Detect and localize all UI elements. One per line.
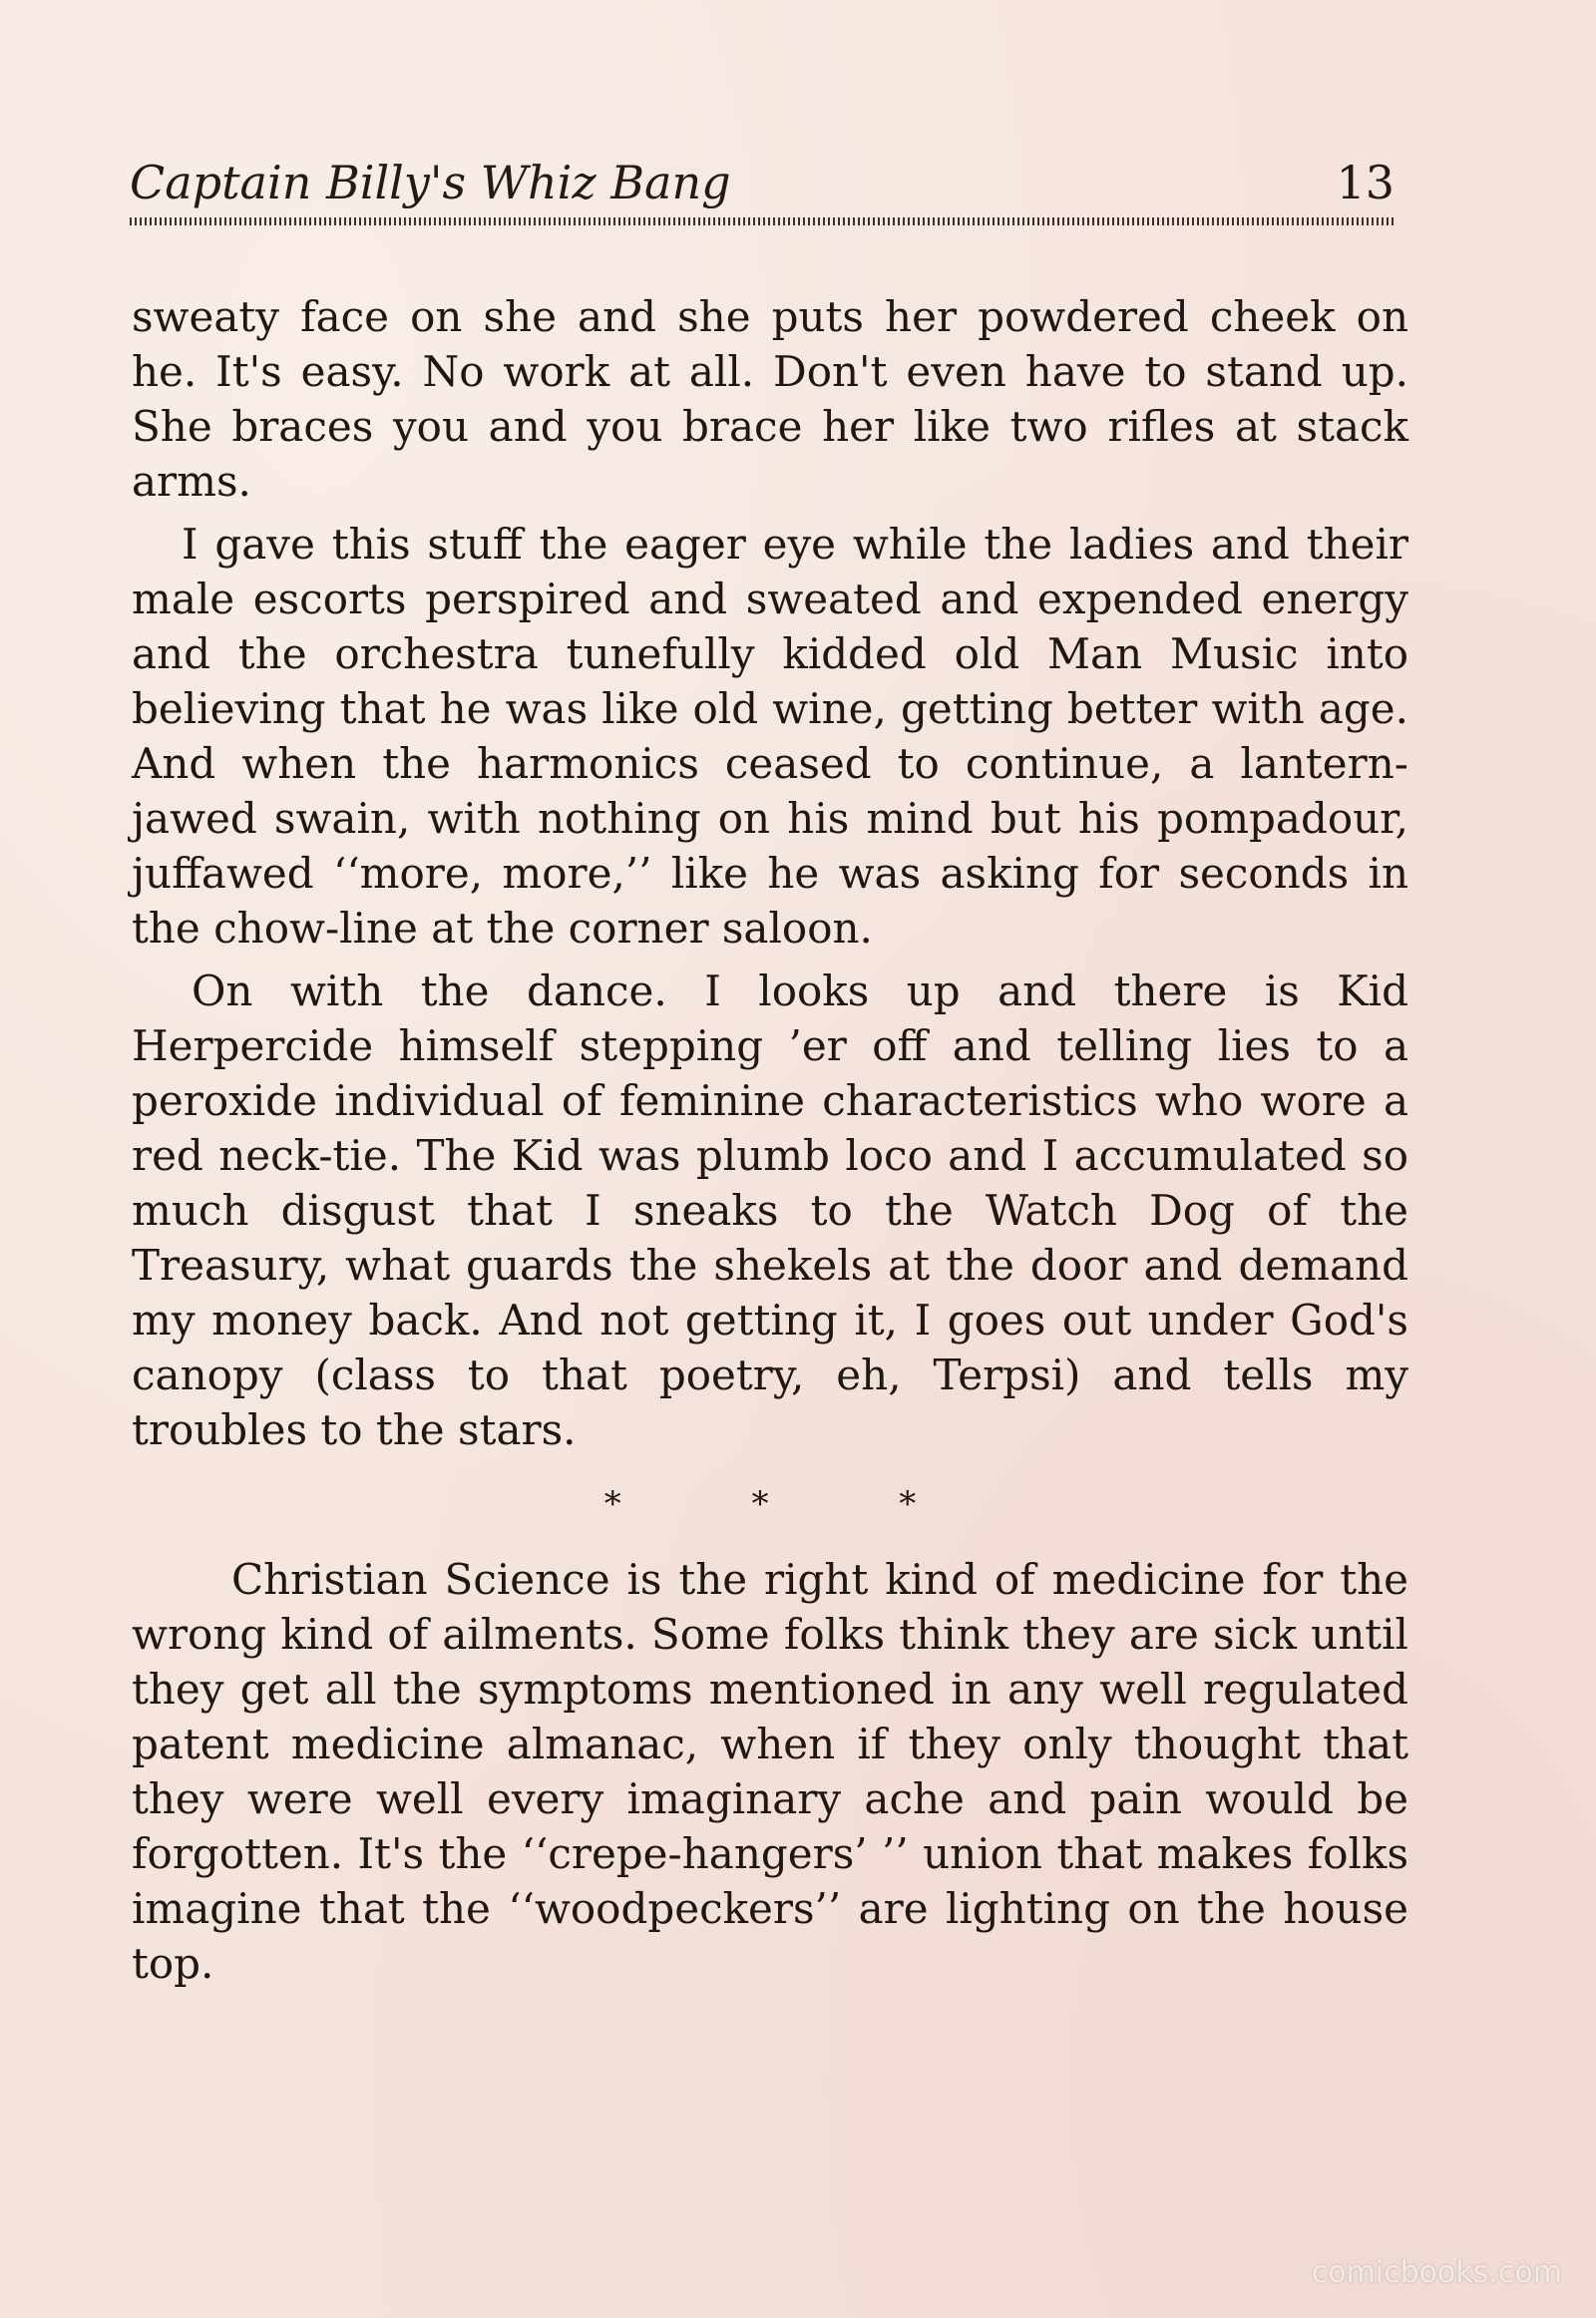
page-number: 13	[1336, 156, 1395, 209]
page-header	[130, 150, 1395, 219]
running-title: Captain Billy's Whiz Bang	[130, 156, 731, 209]
body-text	[132, 289, 1408, 1999]
paragraph-2: I gave this stuff the eager eye while the ladies and their male escorts perspired and sweated and expended energy and the orchestra tunefully kidded old Man Music into believing that he was like old wine, getting better with age. And when the harmonics ceased to continue, a lantern-jawed swain, with nothing on his mind but his pompadour, juffawed ‘‘more, more,’’ like he was asking for seconds in the chow-line at the corner saloon.	[132, 520, 1408, 953]
watermark: comicbooks.com	[1311, 2255, 1562, 2290]
paragraph-1: sweaty face on she and she puts her powdered cheek on he. It's easy. No work at all. Don't even have to stand up. She braces you and you brace her like two rifles at stack arms.	[132, 292, 1408, 506]
header-rule	[130, 217, 1395, 225]
paragraph-3: On with the dance. I looks up and there is Kid Herpercide himself stepping ’er off and telling lies to a peroxide individual of feminine characteristics who wore a red neck-tie. The Kid was plumb loco and I accumulated so much disgust that I sneaks to the Watch Dog of the Treasury, what guards the shekels at the door and demand my money back. And not getting it, I goes out under God's canopy (class to that poetry, eh, Terpsi) and tells my troubles to the stars.	[132, 966, 1408, 1454]
paragraph-4: Christian Science is the right kind of medicine for the wrong kind of ailments. Some folks think they are sick until they get all the symptoms mentioned in any well regulated patent medicine almanac, when if they only thought that they were well every imaginary ache and pain would be forgotten. It's the ‘‘crepe-hangers’ ’’ union that makes folks imagine that the ‘‘woodpeckers’’ are lighting on the house top.	[132, 1555, 1408, 1988]
section-separator: * * *	[603, 1484, 977, 1524]
